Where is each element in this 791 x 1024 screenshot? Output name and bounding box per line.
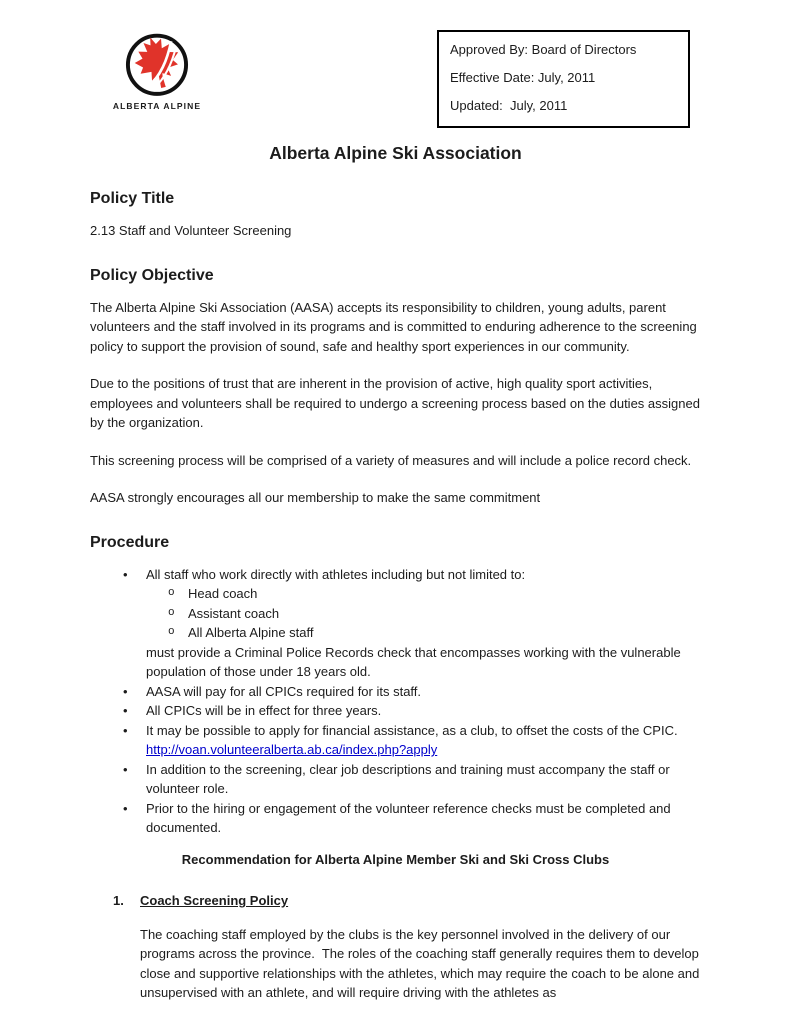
policy-objective-paragraph: AASA strongly encourages all our membership to make the same commitment xyxy=(90,490,541,505)
maple-leaf-icon xyxy=(124,30,190,98)
item-number: 1. xyxy=(113,893,124,908)
list-item: • All staff who work directly with athletes including but not limited to: xyxy=(90,565,701,585)
list-item: • In addition to the screening, clear job descriptions and training must accompany the staff or volunteer role. xyxy=(90,760,701,799)
policy-objective-paragraph: The Alberta Alpine Ski Association (AASA) accepts its responsibility to children, young adults, parent volunteers and the staff involved in its programs and is committed to enduring adherence to the screening policy to support the provision of sound, safe and healthy sport experiences in our community. xyxy=(90,299,701,354)
item-title: Coach Screening Policy xyxy=(140,893,289,908)
list-item-continuation: must provide a Criminal Police Records check that encompasses working with the vulnerable population of those under 18 years old. xyxy=(146,644,685,679)
policy-objective-paragraph: Due to the positions of trust that are inherent in the provision of active, high quality sport activities, employees and volunteers shall be required to undergo a screening process based on the duties assigned by the organization. xyxy=(90,376,704,430)
approval-box xyxy=(437,30,690,128)
list-item: • AASA will pay for all CPICs required for its staff. xyxy=(90,682,701,702)
section-heading-policy-title: Policy Title xyxy=(90,190,175,207)
procedure-list xyxy=(90,565,701,838)
policy-title-value: 2.13 Staff and Volunteer Screening xyxy=(90,223,292,238)
recommendation-heading: Recommendation for Alberta Alpine Member Ski and Ski Cross Clubs xyxy=(181,851,610,867)
updated-line: Updated: July, 2011 xyxy=(450,98,568,113)
coach-screening-paragraph: The coaching staff employed by the clubs is the key personnel involved in the delivery of our programs across the province. The roles of the coaching staff generally requires them to develop close and supportive relationships with the athletes, which may require the coach to be alone and unsupervised with an athlete, and will require driving with the athletes as xyxy=(140,926,703,1000)
alberta-alpine-logo xyxy=(102,30,212,111)
cpic-assistance-link[interactable]: http://voan.volunteeralberta.ab.ca/index.php?apply xyxy=(146,742,438,757)
list-sub-item: o Assistant coach xyxy=(90,604,701,624)
document-header xyxy=(90,30,701,128)
policy-objective-paragraph: This screening process will be comprised of a variety of measures and will include a police record check. xyxy=(90,452,692,468)
section-heading-procedure: Procedure xyxy=(90,533,170,551)
list-item: • Prior to the hiring or engagement of the volunteer reference checks must be completed and documented. xyxy=(90,799,701,838)
list-item: • All CPICs will be in effect for three years. xyxy=(90,701,701,721)
list-item: • It may be possible to apply for financial assistance, as a club, to offset the costs of the CPIC. xyxy=(90,721,701,741)
document-title: Alberta Alpine Ski Association xyxy=(269,143,522,163)
logo-label: ALBERTA ALPINE xyxy=(112,101,202,111)
effective-date-line: Effective Date: July, 2011 xyxy=(450,70,596,85)
list-sub-item: o Head coach xyxy=(90,584,701,604)
list-sub-item: o All Alberta Alpine staff xyxy=(90,623,701,643)
approved-by-line: Approved By: Board of Directors xyxy=(450,42,637,57)
section-heading-policy-objective: Policy Objective xyxy=(90,266,214,284)
numbered-item-coach-screening xyxy=(90,891,701,911)
